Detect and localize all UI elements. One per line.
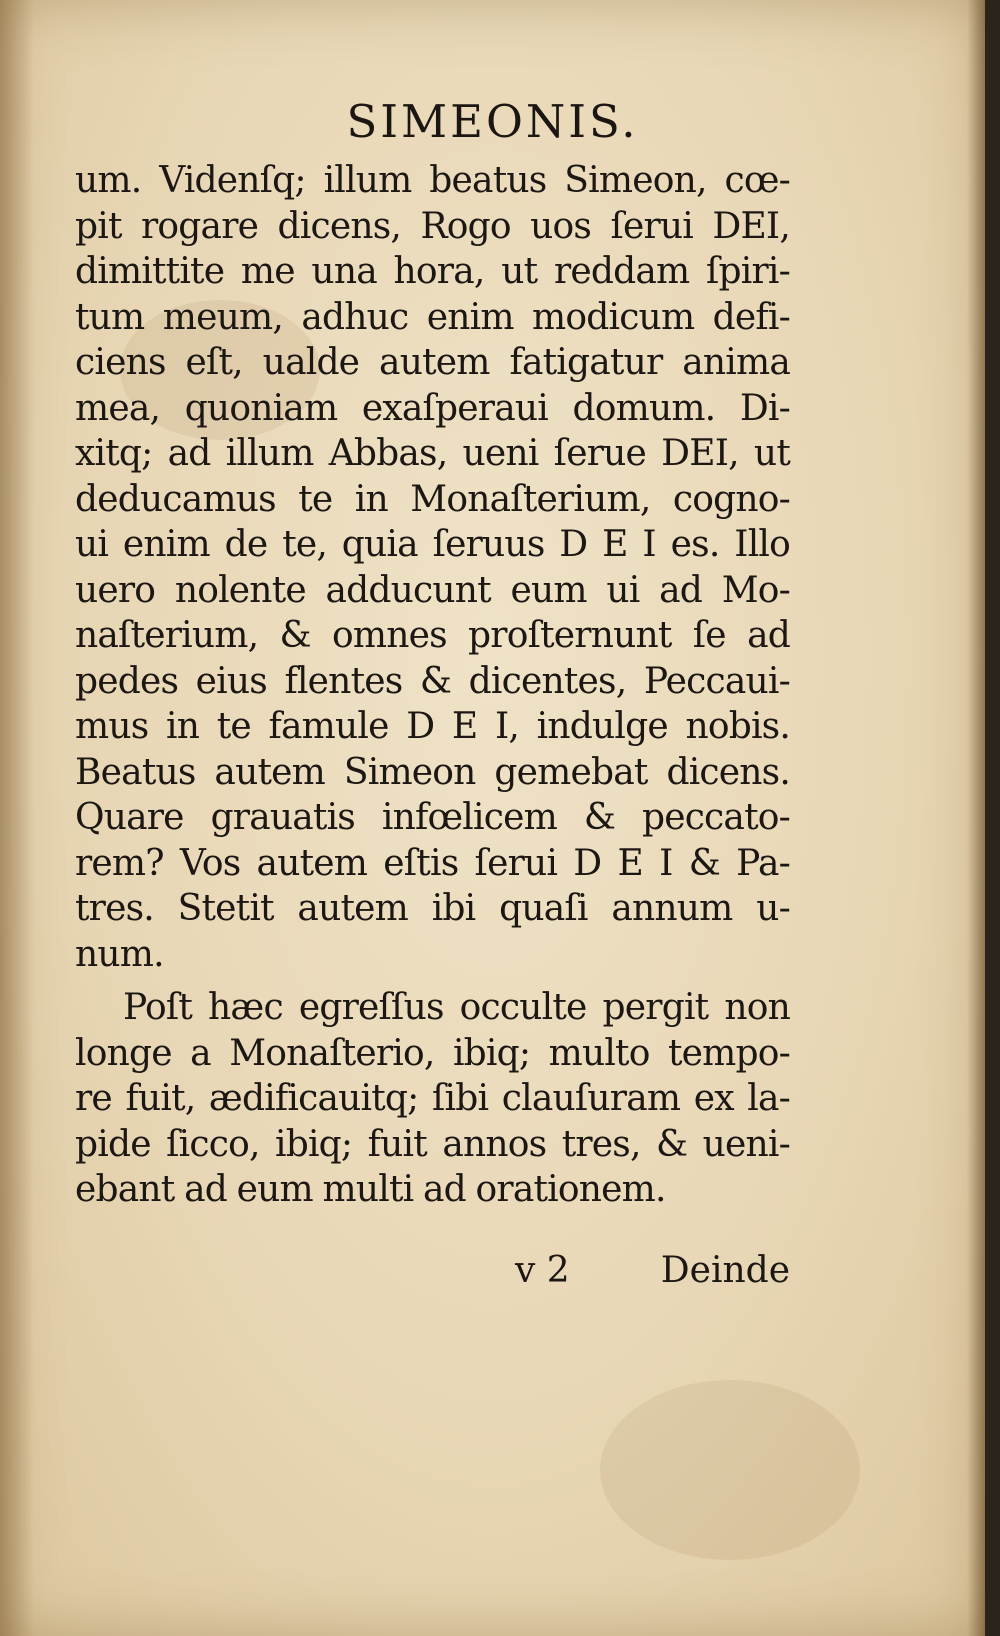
text-line: uero nolente adducunt eum ui ad Mo- xyxy=(75,569,790,611)
text-line: tum meum, adhuc enim modicum defi- xyxy=(75,296,790,338)
text-line: Poſt hæc egreſſus occulte pergit non xyxy=(123,987,790,1028)
text-line: ciens eſt, ualde autem fatigatur anima xyxy=(75,342,790,383)
paper-stain xyxy=(600,1380,860,1560)
text-line: pit rogare dicens, Rogo uos ſerui DEI, xyxy=(75,205,790,247)
text-line: pide ſicco, ibiq; fuit annos tres, & ueni- xyxy=(75,1123,790,1165)
text-line: tres. Stetit autem ibi quaſi annum u- xyxy=(75,888,790,929)
catchword: Deinde xyxy=(660,1250,790,1291)
text-line: rem? Vos autem eſtis ſerui D E I & Pa- xyxy=(75,842,790,884)
text-line: num. xyxy=(75,933,164,975)
text-line: ui enim de te, quia ſeruus D E I es. Illo xyxy=(75,524,790,565)
text-line: um. Videnſq; illum beatus Simeon, cœ- xyxy=(75,160,790,201)
text-line: longe a Monaſterio, ibiq; multo tempo- xyxy=(75,1032,790,1074)
text-line: Quare grauatis infœlicem & peccato- xyxy=(75,797,790,838)
text-line: deducamus te in Monaſterium, cogno- xyxy=(75,478,790,520)
signature-mark: v 2 xyxy=(515,1250,570,1291)
text-line: re fuit, ædificauitq; ſibi clauſuram ex la- xyxy=(75,1078,790,1119)
running-head: SIMEONIS. xyxy=(346,95,639,148)
text-line: Beatus autem Simeon gemebat dicens. xyxy=(75,751,790,793)
text-line: mea, quoniam exaſperaui domum. Di- xyxy=(75,387,790,429)
text-line: xitq; ad illum Abbas, ueni ſerue DEI, ut xyxy=(75,433,790,474)
gutter-shadow xyxy=(0,0,34,1636)
text-line: mus in te famule D E I, indulge nobis. xyxy=(75,706,790,747)
page-edge-shadow xyxy=(967,0,985,1636)
body-text xyxy=(75,158,790,1213)
text-line: ebant ad eum multi ad orationem. xyxy=(75,1169,666,1210)
text-line: dimittite me una hora, ut reddam ſpiri- xyxy=(75,251,790,292)
text-line: naſterium, & omnes proſternunt ſe ad xyxy=(75,615,790,656)
page-footer xyxy=(75,1250,790,1300)
text-line: pedes eius flentes & dicentes, Peccaui- xyxy=(75,660,790,702)
